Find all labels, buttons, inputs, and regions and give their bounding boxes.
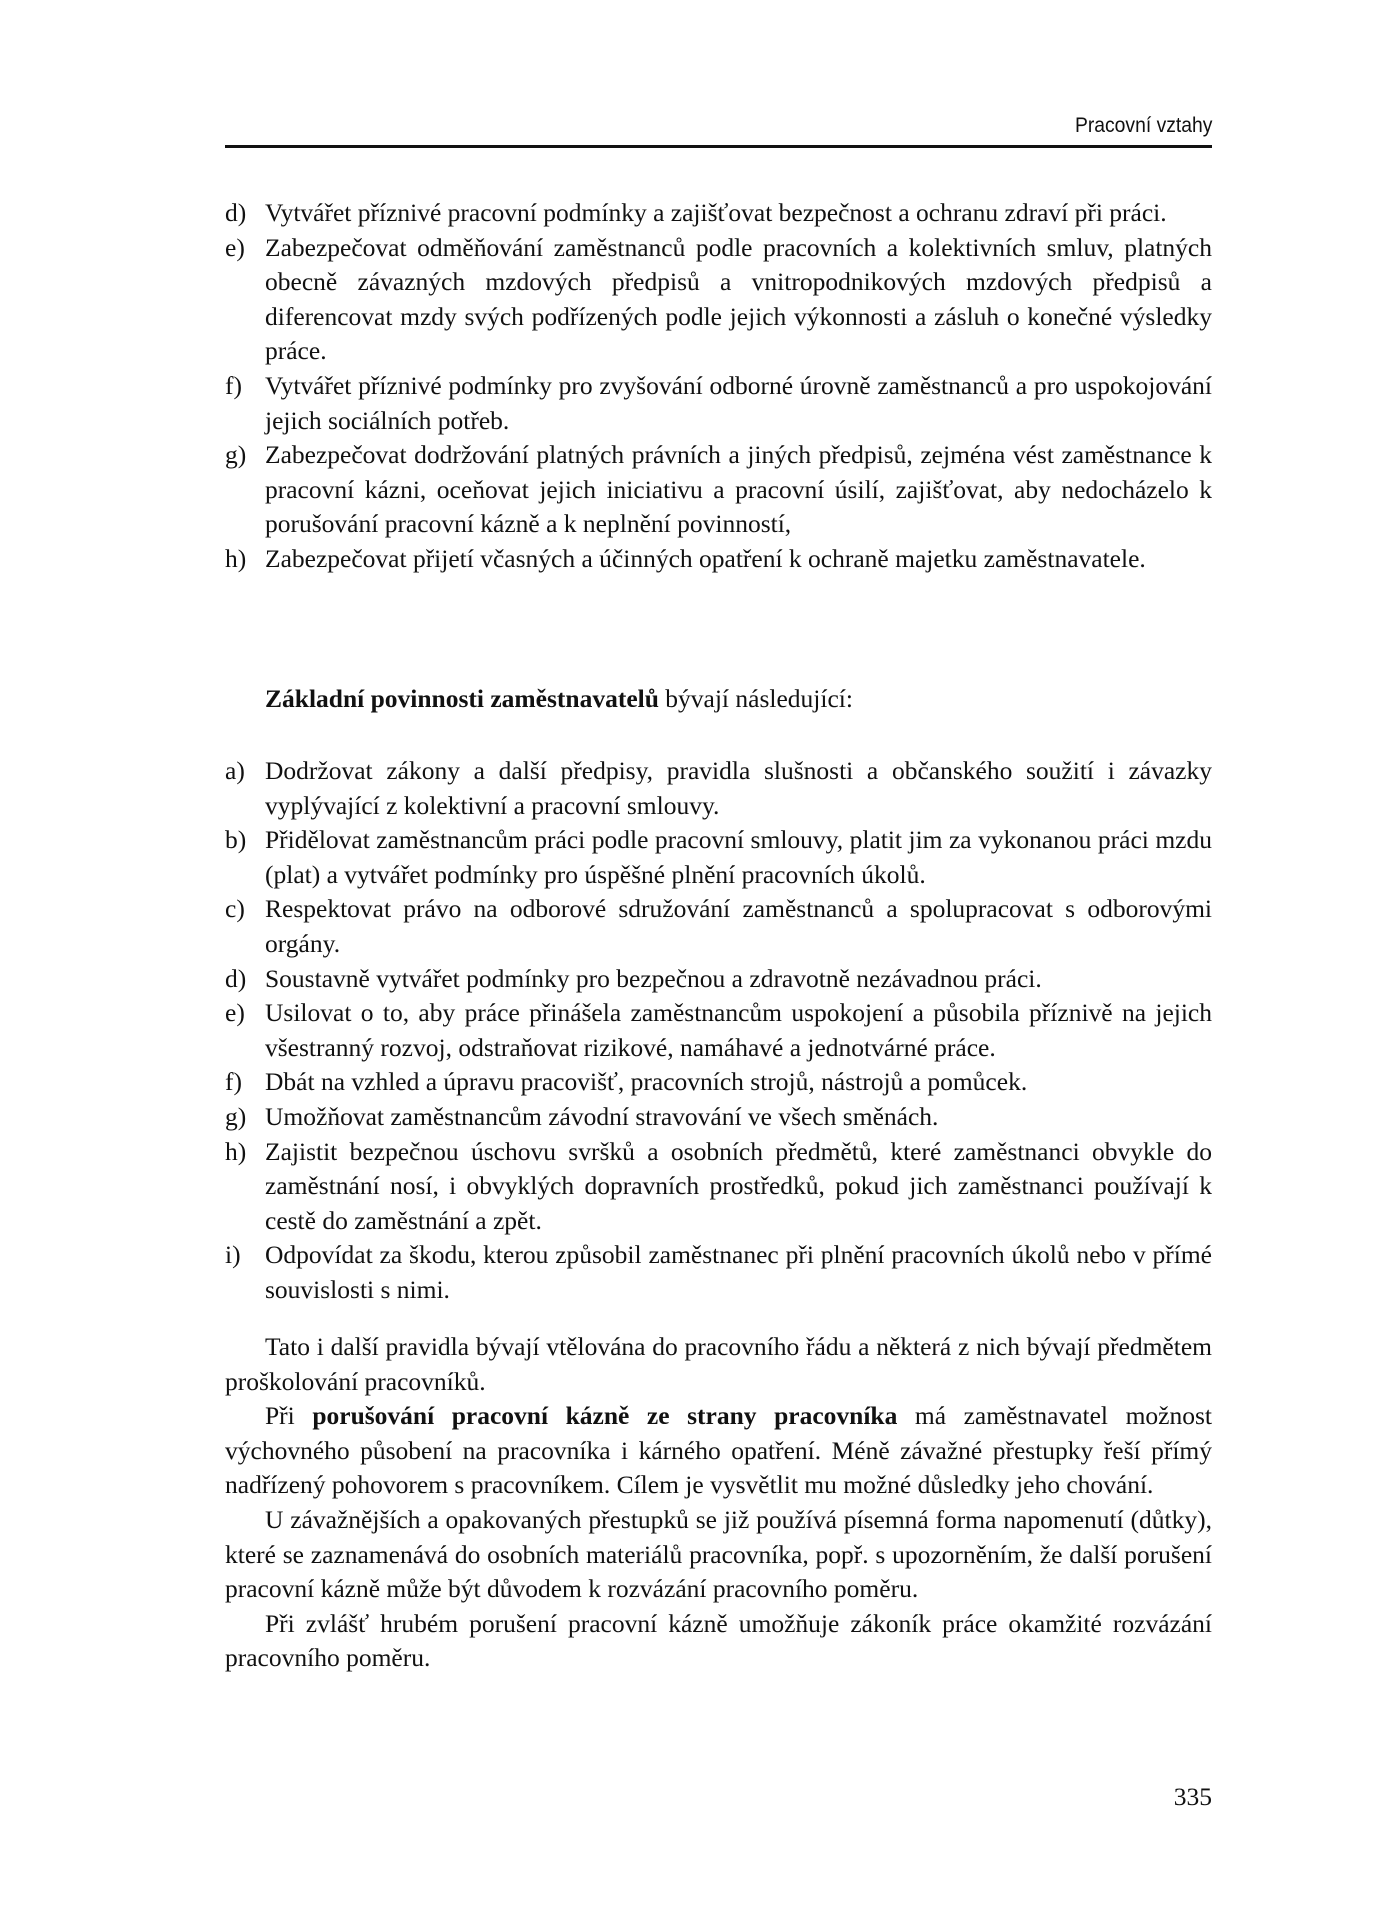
basic-employer-duties-list — [225, 754, 1212, 1308]
employer-duties-list-continued — [225, 196, 1212, 577]
lead-bold-term: Základní povinnosti zaměstnavatelů — [265, 684, 659, 713]
list-item — [225, 438, 1212, 542]
list-item — [225, 369, 1212, 438]
paragraph-text: má zaměstnavatel možnost výchovného působení na pracovníka i kárného opatření. Méně závažné přestupky řeší přímý nadřízený pohovorem s pracovníkem. Cílem je vysvětlit mu možné důsledky jeho chování. — [225, 1401, 1212, 1500]
list-item-text: Zabezpečovat odměňování zaměstnanců podle pracovních a kolektivních smluv, platných obecně závazných mzdových předpisů a vnitropodnikových mzdových předpisů a diferencovat mzdy svých podřízených podle jejich výkonnosti a zásluh o konečné výsledky práce. — [265, 232, 1212, 366]
list-item-text: Respektovat právo na odborové sdružování zaměstnanců a spolupracovat s odborovými orgány. — [265, 894, 1212, 958]
running-header-title: Pracovní vztahy — [1074, 114, 1212, 137]
list-marker: h) — [225, 1136, 247, 1166]
list-marker: d) — [225, 963, 247, 993]
list-item — [225, 754, 1212, 823]
list-item — [225, 962, 1212, 997]
paragraph: U závažnějších a opakovaných přestupků se již používá písemná forma napomenutí (důtky), které se zaznamenává do osobních materiálů pracovníka, popř. s upozorněním, že další porušení pracovní kázně může být důvodem k rozvázání pracovního poměru. — [225, 1504, 1212, 1604]
list-marker: e) — [225, 998, 245, 1028]
list-item — [225, 996, 1212, 1065]
list-item-text: Soustavně vytvářet podmínky pro bezpečnou a zdravotně nezávadnou práci. — [265, 963, 1042, 993]
list-marker: c) — [225, 894, 245, 924]
list-item-text: Zabezpečovat dodržování platných právních a jiných předpisů, zejména vést zaměstnance k pracovní kázni, oceňovat jejich iniciativu a pracovní úsilí, zajišťovat, aby nedocházelo k porušování pracovní kázně a k neplnění povinností, — [265, 440, 1212, 539]
list-marker: h) — [225, 543, 247, 573]
list-item — [225, 231, 1212, 369]
list-item-text: Usilovat o to, aby práce přinášela zaměstnancům uspokojení a působila příznivě na jejich všestranný rozvoj, odstraňovat rizikové, namáhavé a jednotvárné práce. — [265, 998, 1212, 1062]
list-item — [225, 1238, 1212, 1307]
list-item — [225, 542, 1212, 577]
list-marker: g) — [225, 440, 247, 470]
paragraph: Tato i další pravidla bývají vtělována do pracovního řádu a některá z nich bývají předmětem proškolování pracovníků. — [225, 1332, 1212, 1396]
list-item-text: Vytvářet příznivé podmínky pro zvyšování odborné úrovně zaměstnanců a pro uspokojování jejich sociálních potřeb. — [265, 370, 1212, 435]
list-item-text: Odpovídat za škodu, kterou způsobil zaměstnanec při plnění pracovních úkolů nebo v přímé souvislosti s nimi. — [265, 1240, 1212, 1304]
list-marker: b) — [225, 825, 247, 855]
list-item-text: Dodržovat zákony a další předpisy, pravidla slušnosti a občanského soužití i závazky vyplývající z kolektivní a pracovní smlouvy. — [265, 756, 1212, 820]
paragraph-text: Při — [265, 1401, 313, 1431]
list-item-text: Zabezpečovat přijetí včasných a účinných opatření k ochraně majetku zaměstnavatele. — [265, 543, 1146, 573]
list-item-text: Přidělovat zaměstnancům práci podle pracovní smlouvy, platit jim za vykonanou práci mzdu (plat) a vytvářet podmínky pro úspěšné plnění pracovních úkolů. — [265, 825, 1212, 889]
list-item — [225, 1065, 1212, 1100]
list-marker: e) — [225, 232, 245, 262]
list-item — [225, 823, 1212, 892]
paragraph — [225, 1399, 1212, 1503]
list-marker: g) — [225, 1101, 247, 1131]
bold-term: porušování pracovní kázně ze strany pracovníka — [312, 1401, 898, 1431]
list-item-text: Dbát na vzhled a úpravu pracovišť, pracovních strojů, nástrojů a pomůcek. — [265, 1067, 1028, 1097]
page-number: 335 — [1173, 1782, 1212, 1811]
list-item — [225, 196, 1212, 231]
list-marker: f) — [225, 1067, 242, 1097]
list-item — [225, 1100, 1212, 1135]
discipline-paragraphs — [225, 1330, 1212, 1676]
section-lead — [225, 682, 1212, 717]
list-item — [225, 892, 1212, 961]
list-marker: f) — [225, 370, 242, 400]
header-rule — [225, 145, 1212, 148]
list-item-text: Vytvářet příznivé pracovní podmínky a zajišťovat bezpečnost a ochranu zdraví při práci. — [265, 198, 1167, 227]
paragraph: Při zvlášť hrubém porušení pracovní kázně umožňuje zákoník práce okamžité rozvázání pracovního poměru. — [225, 1608, 1212, 1673]
lead-text: bývají následující: — [658, 684, 853, 713]
list-marker: d) — [225, 198, 247, 227]
list-item — [225, 1135, 1212, 1239]
list-item-text: Umožňovat zaměstnancům závodní stravování ve všech směnách. — [265, 1101, 939, 1131]
list-marker: i) — [225, 1240, 241, 1270]
list-marker: a) — [225, 756, 245, 785]
list-item-text: Zajistit bezpečnou úschovu svršků a osobních předmětů, které zaměstnanci obvykle do zaměstnání nosí, i obvyklých dopravních prostředků, pokud jich zaměstnanci používají k cestě do zaměstnání a zpět. — [265, 1136, 1212, 1235]
